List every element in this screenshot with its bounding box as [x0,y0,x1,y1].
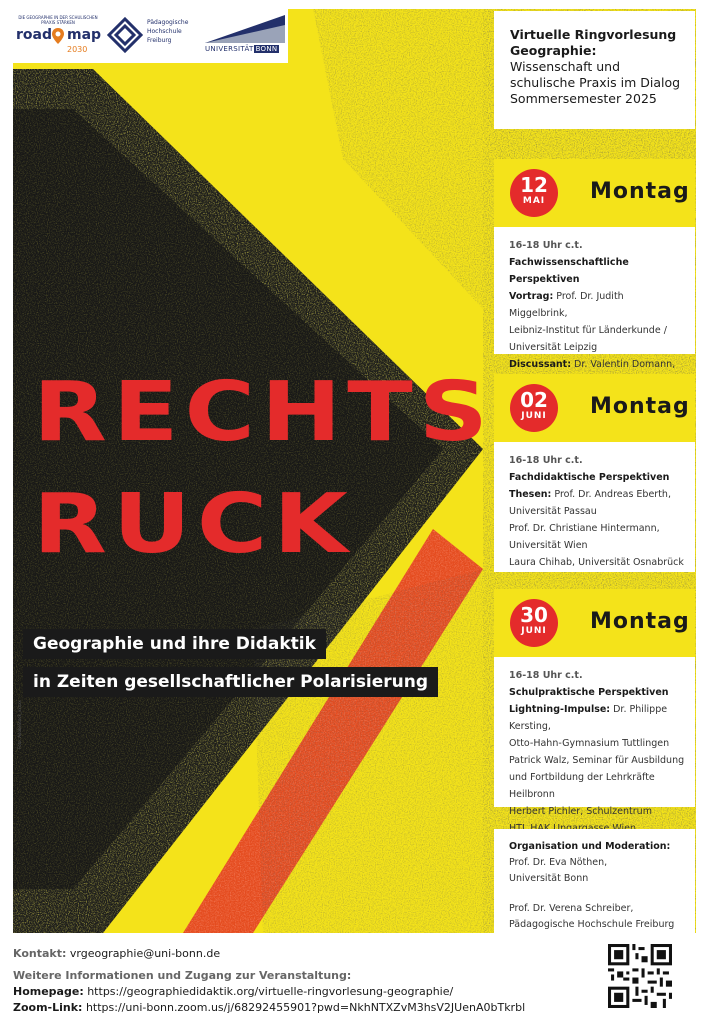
session-line-1: Vortrag: Prof. Dr. Judith Miggelbrink, [509,291,624,319]
roadmap-word-map: map [67,27,102,43]
session-1-date-header [494,159,695,227]
session-line-4: Universität Wien [509,540,588,551]
roadmap-tagline: DIE GEOGRAPHIE IN DER SCHULISCHEN PRAXIS STÄRKEN [18,15,98,25]
organisation-line-1: Prof. Dr. Eva Nöthen, [509,857,608,868]
session-line-1: Lightning-Impulse: Dr. Philippe Kersting, [509,704,668,732]
header-line-2: Geographie: [510,43,597,58]
session-line-5: Laura Chihab, Universität Osnabrück [509,557,684,568]
info-heading: Weitere Informationen und Zugang zur Veranstaltung: [13,969,352,982]
header-line-4: schulische Praxis im Dialog [510,75,681,90]
ph-freiburg-logo-icon [107,17,143,53]
date-month: MAI [522,196,546,206]
organisation-card [494,829,695,933]
zoom-link[interactable]: https://uni-bonn.zoom.us/j/68292455901?pwd=NkhNTXZvM3hsV2JUenA0bTkrbl [82,1001,526,1014]
organisation-label: Organisation und Moderation: [509,841,671,852]
session-1-card [494,227,695,370]
roadmap-word-road: road [16,27,52,43]
session-topic: Schulpraktische Perspektiven [509,687,669,698]
date-month: JUNI [521,626,547,636]
session-line-5: Herbert Pichler, Schulzentrum [509,806,652,817]
uni-bonn-logo-icon [205,15,285,43]
subtitle-line-2: in Zeiten gesellschaftlicher Polarisierung [23,667,438,697]
title-line-1: RECHTS [33,364,494,460]
date-month: JUNI [521,411,547,421]
session-line-3: Universität Leipzig [509,342,598,353]
footer [13,946,525,1016]
session-line-2: Otto-Hahn-Gymnasium Tuttlingen [509,738,670,749]
session-time: 16-18 Uhr c.t. [509,455,583,466]
date-badge [510,169,558,217]
date-badge [510,384,558,432]
homepage-link[interactable]: https://geographiedidaktik.org/virtuelle-ringvorlesung-geographie/ [83,985,454,998]
logo-bar [13,9,288,63]
weekday: Montag [590,179,690,204]
session-line-4: und Fortbildung der Lehrkräfte Heilbronn [509,772,655,800]
header-line-5: Sommersemester 2025 [510,91,657,106]
contact-email-link[interactable]: vrgeographie@uni-bonn.de [66,947,221,960]
date-badge [510,599,558,647]
roadmap-year: 2030 [67,45,88,54]
map-pin-icon [51,27,65,45]
session-3-date-header [494,589,695,657]
header-line-3: Wissenschaft und [510,59,620,74]
zoom-line: Zoom-Link: https://uni-bonn.zoom.us/j/68292455901?pwd=NkhNTXZvM3hsV2JUenA0bTkrbl [13,1001,526,1014]
date-day: 12 [520,173,548,197]
weekday: Montag [590,609,690,634]
session-line-3: Patrick Walz, Seminar für Ausbildung [509,755,685,766]
session-3-card [494,657,695,817]
date-day: 02 [520,388,548,412]
photo-credit: Foto: AdobeStock_xxxxx [17,700,22,749]
homepage-line: Homepage: https://geographiedidaktik.org/virtuelle-ringvorlesung-geographie/ [13,985,454,998]
session-line-3: Prof. Dr. Christiane Hintermann, [509,523,660,534]
session-2-date-header [494,374,695,442]
poster [13,9,696,933]
event-header-card [494,11,695,129]
session-line-1: Thesen: Prof. Dr. Andreas Eberth, [509,489,671,500]
qr-code-icon[interactable] [608,944,672,1008]
session-topic: Fachwissenschaftliche Perspektiven [509,257,629,285]
session-time: 16-18 Uhr c.t. [509,670,583,681]
session-2-card [494,442,695,572]
header-line-1: Virtuelle Ringvorlesung [510,27,677,42]
contact-line: Kontakt: vrgeographie@uni-bonn.de [13,947,221,960]
organisation-line-3: Prof. Dr. Verena Schreiber, [509,903,634,914]
uni-bonn-name: UNIVERSITÄT BONN [205,45,278,53]
ph-freiburg-name: Pädagogische Hochschule Freiburg [147,19,189,44]
organisation-line-4: Pädagogische Hochschule Freiburg [509,919,675,930]
session-topic: Fachdidaktische Perspektiven [509,472,670,483]
title-line-2: RUCK [33,476,354,572]
session-time: 16-18 Uhr c.t. [509,240,583,251]
weekday: Montag [590,394,690,419]
session-line-4: Discussant: Dr. Valentin Domann, [509,359,676,370]
date-day: 30 [520,603,548,627]
organisation-line-2: Universität Bonn [509,873,589,884]
session-line-2: Leibniz-Institut für Länderkunde / [509,325,667,336]
session-line-2: Universität Passau [509,506,597,517]
subtitle-line-1: Geographie und ihre Didaktik [23,629,326,659]
